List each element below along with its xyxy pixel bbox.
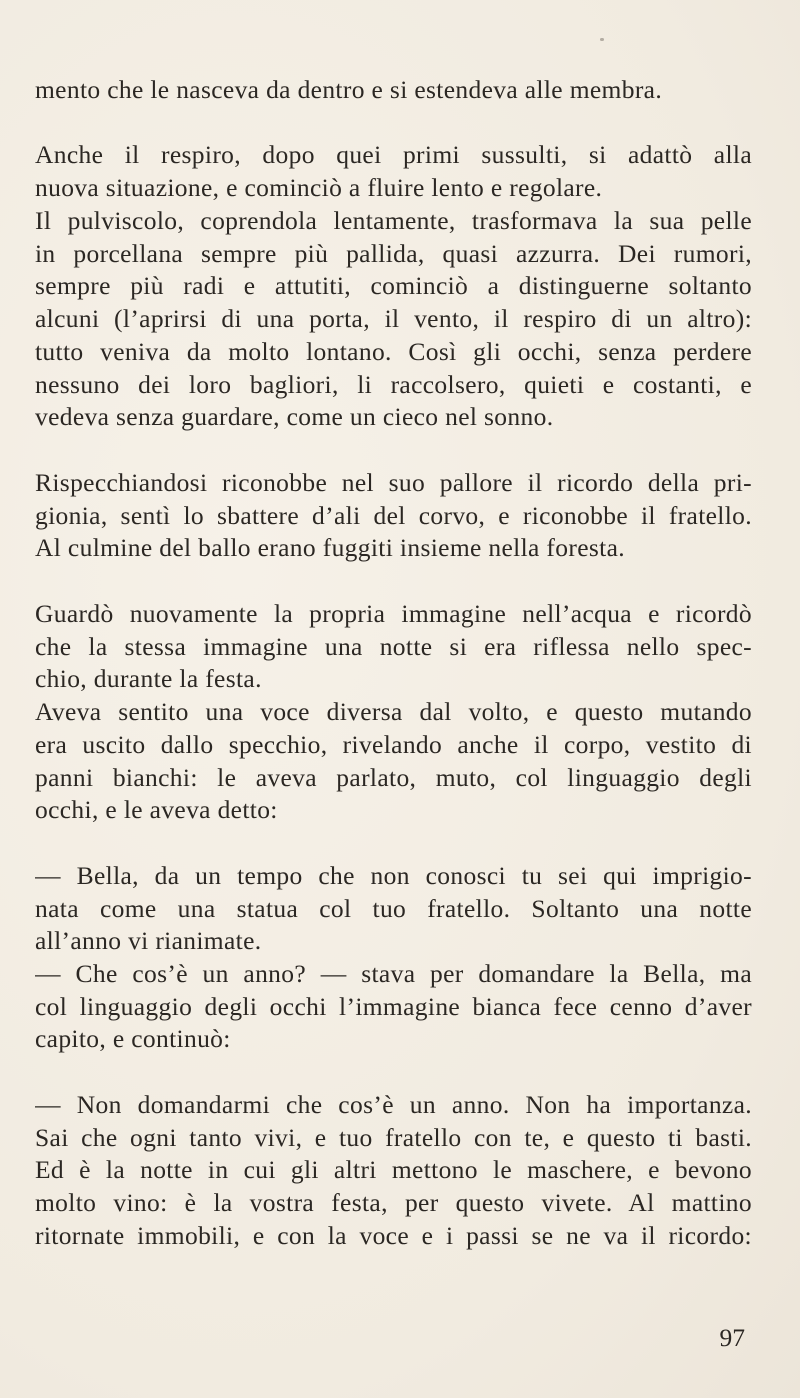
text-line: mento che le nasceva da dentro e si estendeva alle membra. [35,75,663,104]
text-line: vedeva senza guardare, come un cieco nel sonno. [35,402,554,432]
text-line: Anche il respiro, dopo quei primi sussulti, si adattò alla [35,140,752,170]
text-line: occhi, e le aveva detto: [35,795,278,825]
text-line: col linguaggio degli occhi l’immagine bianca fece cenno d’aver [35,991,752,1021]
text-line: Guardò nuovamente la propria immagine nell’acqua e ricordò [35,598,752,628]
text-line: in porcellana sempre più pallida, quasi azzurra. Dei rumori, [35,238,752,268]
text-line: Sai che ogni tanto vivi, e tuo fratello con te, e questo ti basti. [35,1122,752,1152]
text-line: Ed è la notte in cui gli altri mettono le maschere, e bevono [35,1155,752,1185]
text-line: chio, durante la festa. [35,664,262,694]
text-line: Al culmine del ballo erano fuggiti insieme nella foresta. [35,533,625,563]
text-line: ritornate immobili, e con la voce e i passi se ne va il ricordo: [35,1220,752,1250]
text-line: Rispecchiandosi riconobbe nel suo pallore il ricordo della pri- [35,467,752,497]
text-line: panni bianchi: le aveva parlato, muto, col linguaggio degli [35,762,752,792]
text-line: sempre più radi e attutiti, cominciò a distinguerne soltanto [35,271,752,301]
text-line: nessuno dei loro bagliori, li raccolsero, quieti e costanti, e [35,369,752,399]
text-line: — Che cos’è un anno? — stava per domandare la Bella, ma [35,958,752,988]
text-line: tutto veniva da molto lontano. Così gli occhi, senza perdere [35,336,752,366]
paper-speck [600,38,604,41]
text-line: era uscito dallo specchio, rivelando anche il corpo, vestito di [35,729,752,759]
text-line: — Non domandarmi che cos’è un anno. Non ha importanza. [35,1089,752,1119]
text-line: alcuni (l’aprirsi di una porta, il vento, il respiro di un altro): [35,304,752,334]
text-line: che la stessa immagine una notte si era riflessa nello spec- [35,631,752,661]
text-line: nata come una statua col tuo fratello. Soltanto una notte [35,893,752,923]
text-line: Il pulviscolo, coprendola lentamente, trasformava la sua pelle [35,205,752,235]
text-line: — Bella, da un tempo che non conosci tu sei qui imprigio- [35,860,752,890]
text-line: molto vino: è la vostra festa, per questo vivete. Al mattino [35,1188,752,1218]
text-line: capito, e continuò: [35,1024,231,1054]
text-line: all’anno vi rianimate. [35,926,262,956]
text-line: gionia, sentì lo sbattere d’ali del corvo, e riconobbe il fratello. [35,500,752,530]
text-line: Aveva sentito una voce diversa dal volto, e questo mutando [35,697,752,727]
page-number: 97 [719,1323,745,1352]
text-line: nuova situazione, e cominciò a fluire lento e regolare. [35,173,603,203]
